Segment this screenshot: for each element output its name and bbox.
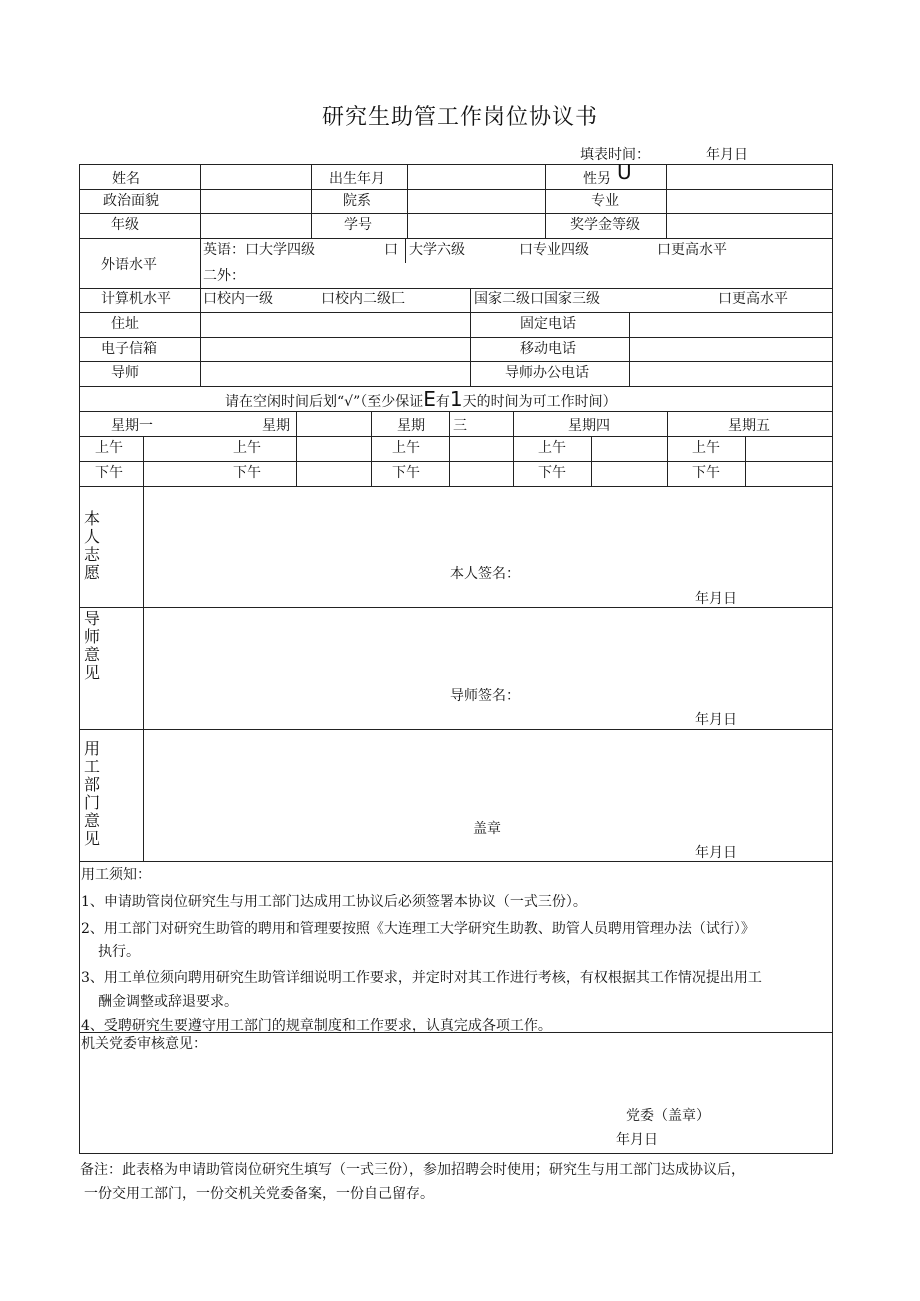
phone-label: 固定电话 <box>520 316 576 332</box>
self-section-label: 本人志愿 <box>83 509 100 582</box>
schedule-instruction-part1: 请在空闲时间后划“√”（至少保证 <box>225 394 424 410</box>
mon-am-label: 上午 <box>95 440 123 456</box>
advisor-phone-label: 导师办公电话 <box>505 365 589 381</box>
thursday-header: 星期四 <box>568 418 610 434</box>
notice-item-2-cont: 执行。 <box>98 944 140 960</box>
notice-heading: 用工须知： <box>81 867 151 883</box>
dept-stamp-label: 盖章 <box>473 821 501 837</box>
footnote-line-1: 备注：此表格为申请助管岗位研究生填写（一式三份），参加招聘会时使用；研究生与用工部门达成协议后， <box>80 1162 745 1178</box>
name-label: 姓名 <box>112 171 140 187</box>
tuesday-header: 星期 <box>262 418 290 434</box>
mobile-label: 移动电话 <box>520 341 576 357</box>
notice-item-4: 4、受聘研究生要遵守用工部门的规章制度和工作要求，认真完成各项工作。 <box>81 1018 552 1034</box>
english-option-tem4[interactable]: 口专业四级 <box>519 242 589 258</box>
monday-header: 星期一 <box>111 418 153 434</box>
friday-header: 星期五 <box>728 418 770 434</box>
computer-label: 计算机水平 <box>101 291 171 307</box>
advisor-section-label: 导师意见 <box>83 609 100 682</box>
second-language-label: 二外： <box>203 268 245 284</box>
gender-label: 性另 <box>583 171 611 187</box>
fri-pm-label: 下午 <box>692 465 720 481</box>
self-sign-label: 本人签名： <box>450 566 520 582</box>
advisor-label: 导师 <box>111 365 139 381</box>
english-option-cet4[interactable]: 英语：口大学四级 <box>203 242 315 258</box>
notice-item-1: 1、申请助管岗位研究生与用工部门达成用工协议后必须签署本协议（一式三份）。 <box>81 894 587 910</box>
wed-pm-label: 下午 <box>392 465 420 481</box>
address-label: 住址 <box>111 316 139 332</box>
english-option-higher[interactable]: 口更高水平 <box>657 242 727 258</box>
dept-label: 院系 <box>343 193 371 209</box>
birth-label: 出生年月 <box>329 171 385 187</box>
tue-am-label: 上午 <box>233 440 261 456</box>
thu-pm-label: 下午 <box>538 465 566 481</box>
thu-am-label: 上午 <box>538 440 566 456</box>
schedule-instruction-part2: 有 <box>435 394 450 410</box>
schedule-mark-e: E <box>423 387 436 411</box>
advisor-date: 年月日 <box>695 712 737 728</box>
scholarship-label: 奖学金等级 <box>570 217 640 233</box>
schedule-instruction <box>225 387 617 411</box>
footnote-line-2: 一份交用工部门，一份交机关党委备案，一份自己留存。 <box>84 1186 434 1202</box>
schedule-mark-1: 1 <box>449 387 463 411</box>
mon-pm-label: 下午 <box>95 465 123 481</box>
gender-mark: U <box>617 160 632 184</box>
computer-option-school1[interactable]: 口校内一级 <box>203 291 273 307</box>
dept-section-label: 用工部门意见 <box>83 739 100 848</box>
notice-item-3: 3、用工单位须向聘用研究生助管详细说明工作要求，并定时对其工作进行考核，有权根据其工作情况提出用工 <box>81 970 762 986</box>
party-stamp: 党委（盖章） <box>626 1108 710 1124</box>
computer-option-national[interactable]: 国家二级口国家三级 <box>474 291 600 307</box>
notice-item-2: 2、用工部门对研究生助管的聘用和管理要按照《大连理工大学研究生助教、助管人员聘用管理办法（试行）》 <box>81 921 755 937</box>
major-label: 专业 <box>591 193 619 209</box>
fill-time-date: 年月日 <box>706 147 748 163</box>
politics-label: 政治面貌 <box>103 193 159 209</box>
wed-am-label: 上午 <box>392 440 420 456</box>
computer-option-higher[interactable]: 口更高水平 <box>718 291 788 307</box>
advisor-sign-label: 导师签名： <box>450 688 520 704</box>
tue-pm-label: 下午 <box>233 465 261 481</box>
english-option-cet6[interactable]: 大学六级 <box>409 242 465 258</box>
foreign-label: 外语水平 <box>101 257 157 273</box>
dept-date: 年月日 <box>695 845 737 861</box>
party-heading: 机关党委审核意见： <box>81 1036 207 1052</box>
party-date: 年月日 <box>616 1132 658 1148</box>
computer-option-school2[interactable]: 口校内二级匚 <box>321 291 405 307</box>
wednesday-header: 星期 <box>397 418 425 434</box>
wednesday-header-tail: 三 <box>453 418 467 434</box>
grade-label: 年级 <box>111 217 139 233</box>
notice-item-3-cont: 酬金调整或辞退要求。 <box>98 994 238 1010</box>
page-title: 研究生助管工作岗位协议书 <box>321 105 598 130</box>
fri-am-label: 上午 <box>692 440 720 456</box>
student-id-label: 学号 <box>344 217 372 233</box>
schedule-instruction-part3: 天的时间为可工作时间） <box>462 394 617 410</box>
email-label: 电子信箱 <box>101 341 157 357</box>
english-checkbox-box[interactable]: 口 <box>384 242 398 258</box>
self-date: 年月日 <box>695 591 737 607</box>
fill-time-label: 填表时间： <box>580 147 650 163</box>
